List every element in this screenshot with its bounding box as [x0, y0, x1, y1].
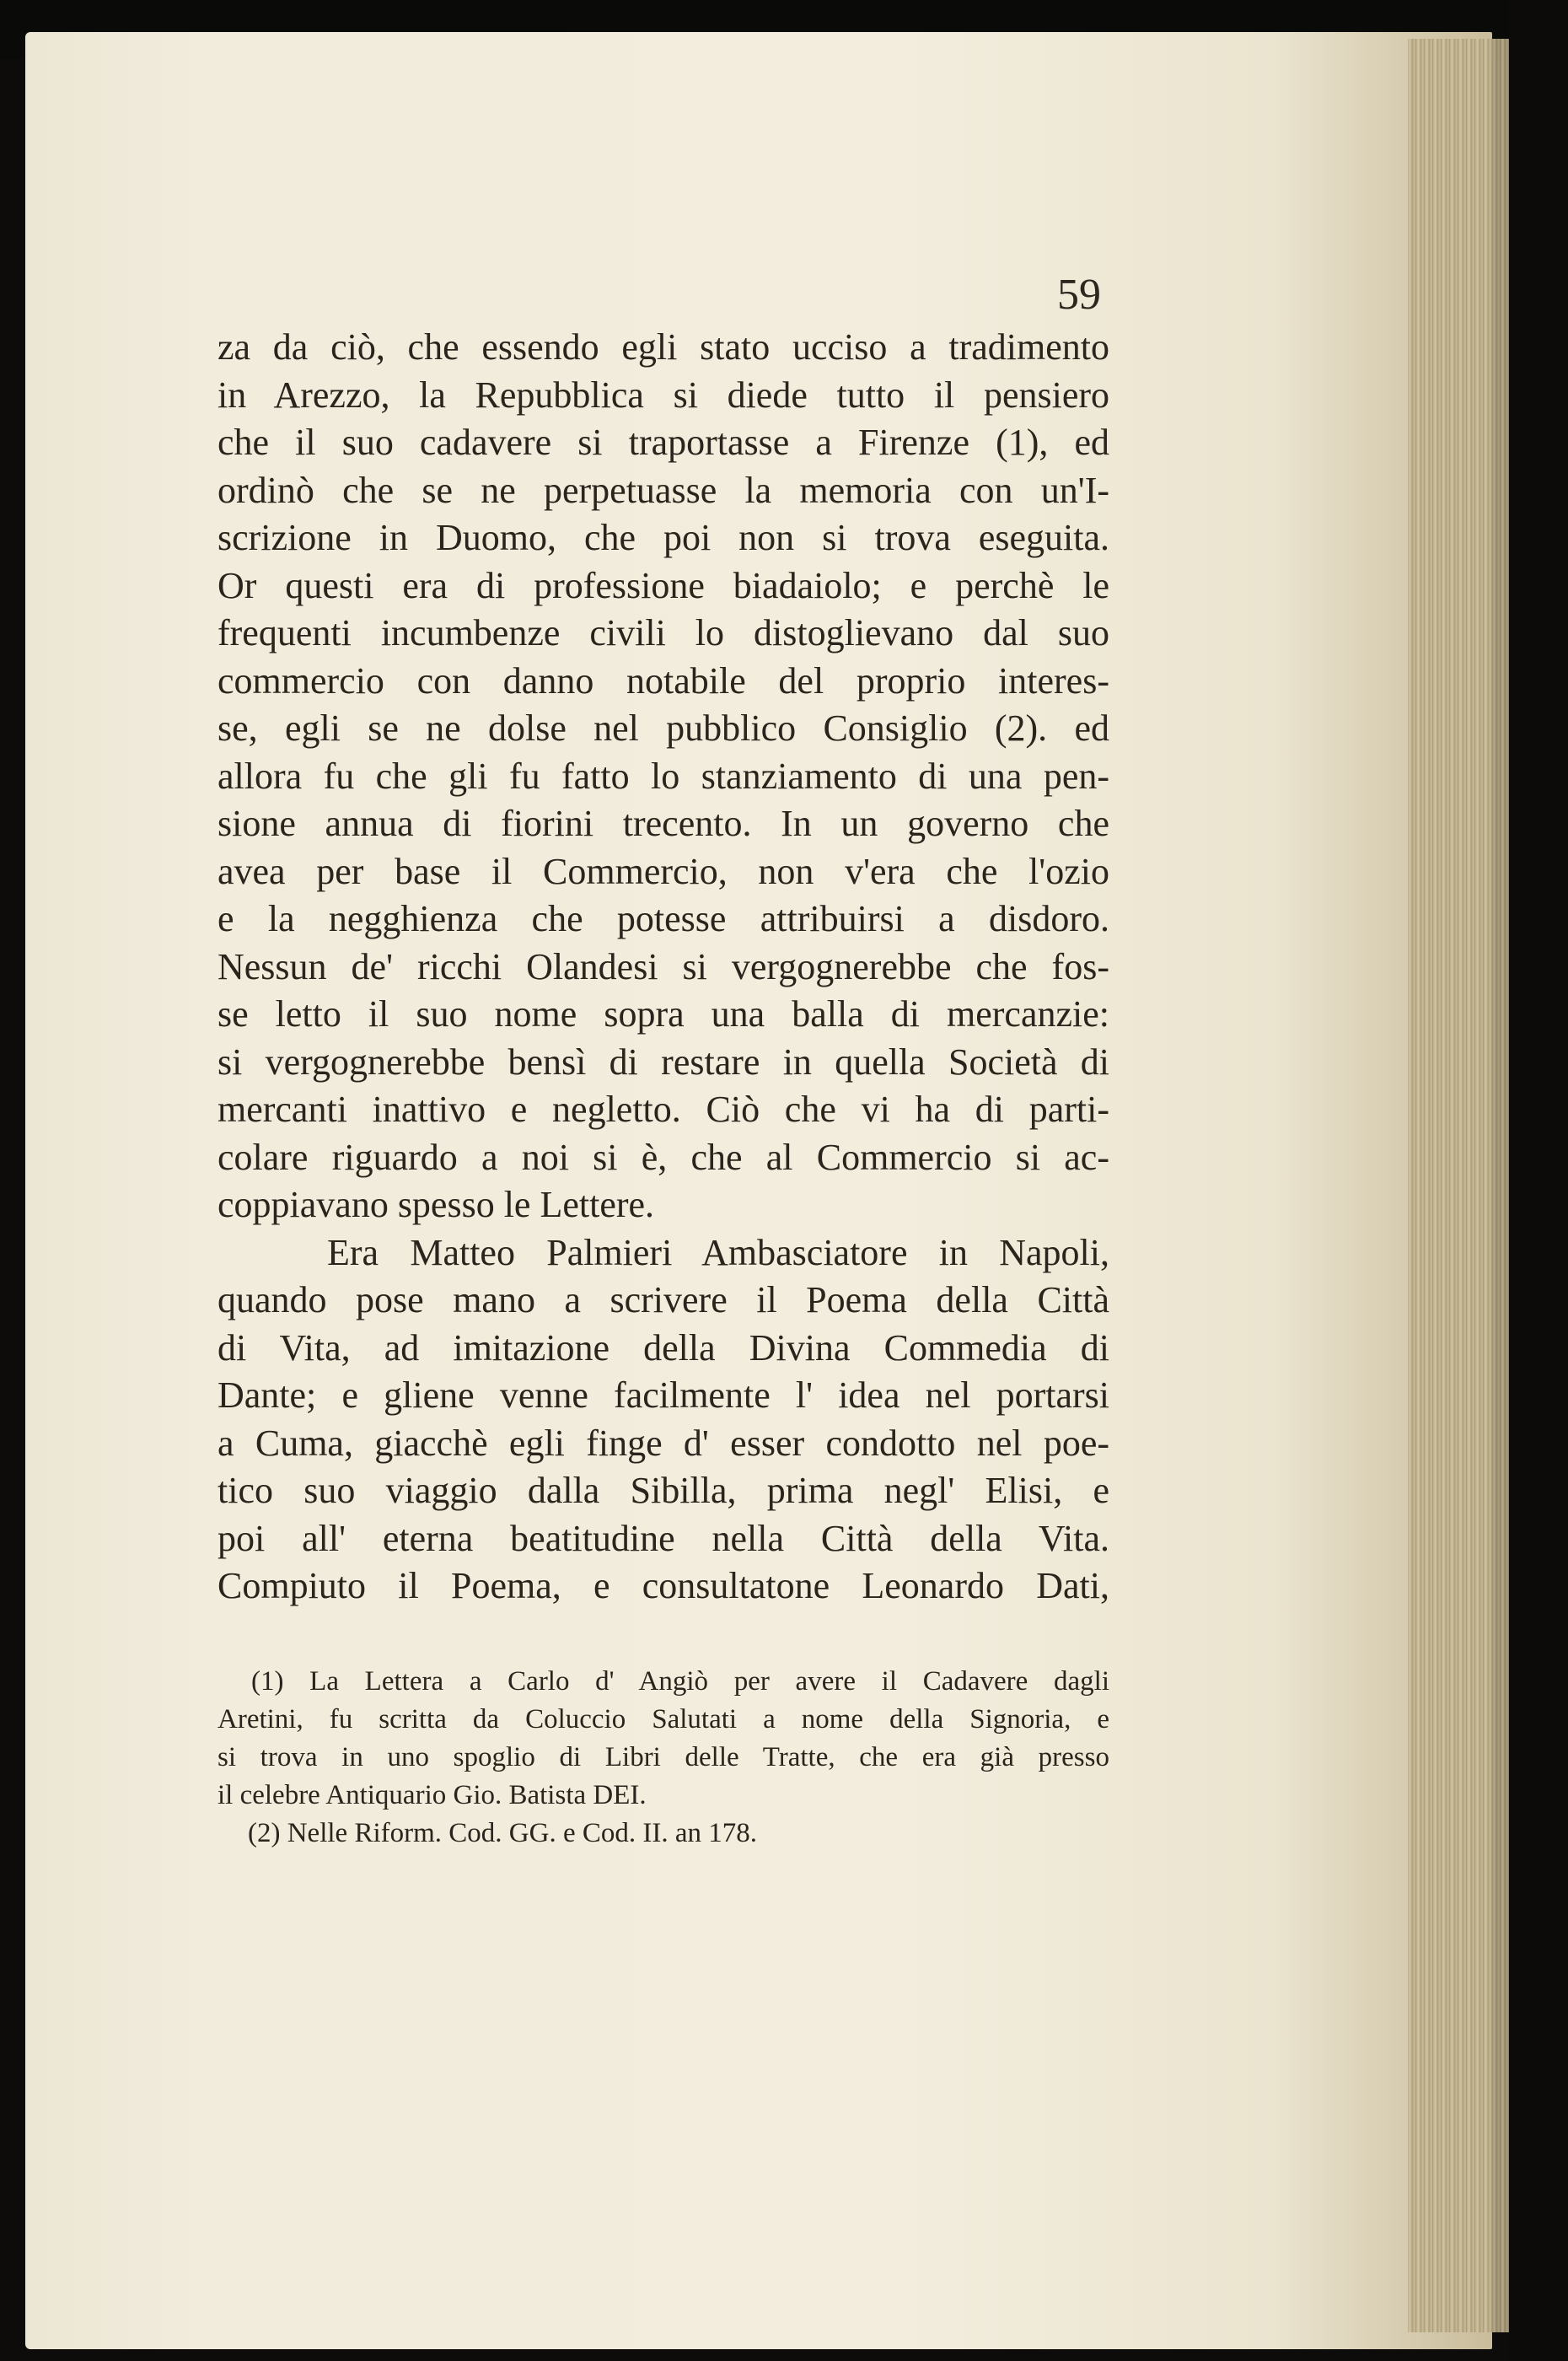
body-text — [217, 324, 1109, 1611]
body-line: allora fu che gli fu fatto lo stanziamento di una pen- — [217, 755, 1109, 797]
footnotes — [217, 1663, 1109, 1853]
body-line: poi all' eterna beatitudine nella Città della Vita. — [217, 1517, 1109, 1559]
body-line: quando pose mano a scrivere il Poema della Città — [217, 1279, 1109, 1320]
body-line: tico suo viaggio dalla Sibilla, prima negl' Elisi, e — [217, 1470, 1109, 1511]
body-line: Era Matteo Palmieri Ambasciatore in Napoli, — [327, 1231, 1109, 1273]
body-line: Or questi era di professione biadaiolo; e perchè le — [217, 564, 1109, 606]
body-line: sione annua di fiorini trecento. In un governo che — [217, 803, 1109, 844]
body-line: si vergognerebbe bensì di restare in quella Società di — [217, 1041, 1109, 1083]
body-line: Dante; e gliene venne facilmente l' idea nel portarsi — [217, 1374, 1109, 1416]
body-line: ordinò che se ne perpetuasse la memoria con un'I- — [217, 469, 1109, 511]
body-line: se, egli se ne dolse nel pubblico Consiglio (2). ed — [217, 707, 1109, 749]
body-line: in Arezzo, la Repubblica si diede tutto il pensiero — [217, 374, 1109, 416]
body-line: colare riguardo a noi si è, che al Commercio si ac- — [217, 1136, 1109, 1178]
footnote-line: il celebre Antiquario Gio. Batista DEI. — [217, 1780, 647, 1810]
body-line: e la negghienza che potesse attribuirsi a disdoro. — [217, 898, 1109, 939]
page-fore-edge — [1408, 39, 1509, 2332]
footnote-line: Aretini, fu scritta da Coluccio Salutati a nome della Signoria, e — [217, 1704, 1109, 1734]
page-number: 59 — [1057, 271, 1101, 319]
body-line: che il suo cadavere si traportasse a Firenze (1), ed — [217, 422, 1109, 463]
body-line: se letto il suo nome sopra una balla di mercanzie: — [217, 993, 1109, 1035]
footnote-line: (2) Nelle Riform. Cod. GG. e Cod. II. an 178. — [248, 1818, 757, 1848]
body-line: di Vita, ad imitazione della Divina Commedia di — [217, 1326, 1109, 1369]
body-line: coppiavano spesso le Lettere. — [217, 1184, 655, 1225]
body-line: scrizione in Duomo, che poi non si trova eseguita. — [217, 517, 1109, 558]
body-line: Compiuto il Poema, e consultatone Leonardo Dati, — [217, 1565, 1109, 1606]
body-line: frequenti incumbenze civili lo distoglievano dal suo — [217, 612, 1109, 653]
body-line: a Cuma, giacchè egli finge d' esser condotto nel poe- — [217, 1422, 1109, 1464]
body-line: avea per base il Commercio, non v'era che l'ozio — [217, 850, 1109, 892]
body-line: mercanti inattivo e negletto. Ciò che vi ha di parti- — [217, 1089, 1109, 1130]
footnote-line: (1) La Lettera a Carlo d' Angiò per avere il Cadavere dagli — [251, 1666, 1109, 1697]
body-line: commercio con danno notabile del proprio interes- — [217, 659, 1109, 702]
body-line: za da ciò, che essendo egli stato ucciso a tradimento — [217, 326, 1109, 368]
footnote-line: si trova in uno spoglio di Libri delle Tratte, che era già presso — [217, 1742, 1109, 1772]
body-line: Nessun de' ricchi Olandesi si vergognerebbe che fos- — [217, 945, 1109, 987]
scan-background-right — [1509, 0, 1568, 2361]
